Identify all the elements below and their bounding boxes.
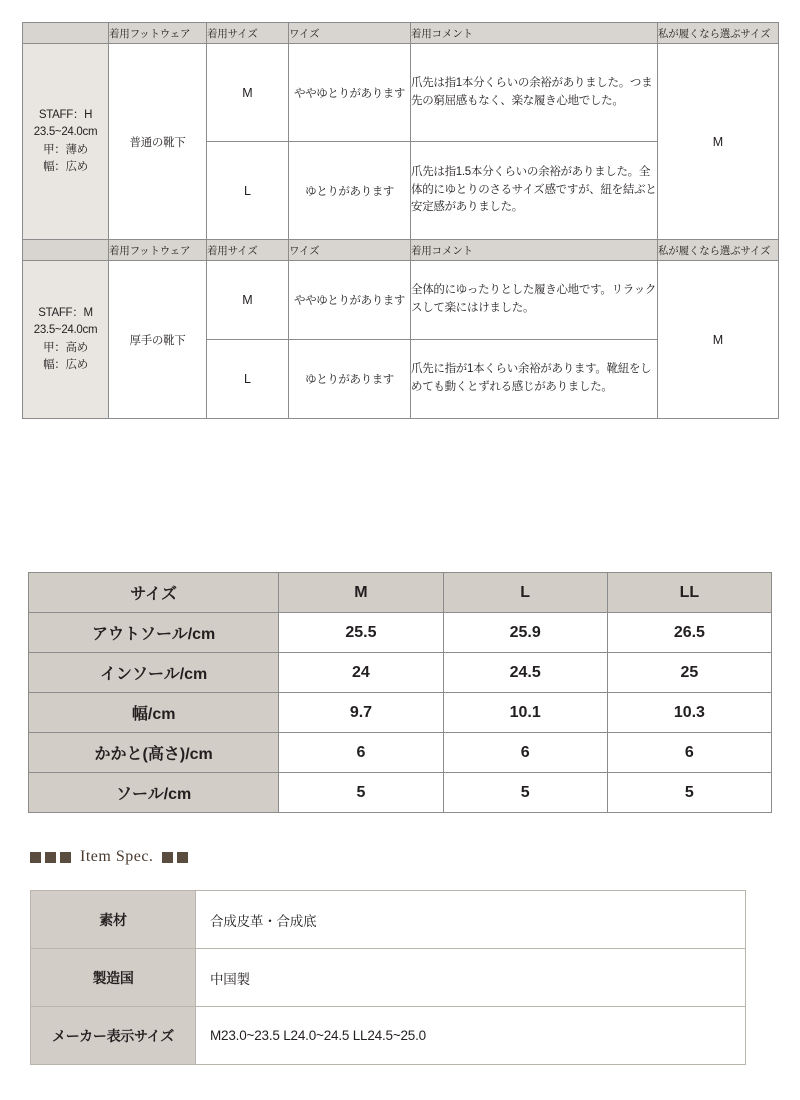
header-size-1: 着用サイズ: [207, 23, 289, 44]
outsole-ll: 26.5: [607, 613, 771, 653]
row-label-insole: インソール/cm: [29, 653, 279, 693]
staff-profile-2: [23, 261, 109, 419]
item-spec-table: [30, 890, 746, 1065]
row-label-width: 幅/cm: [29, 693, 279, 733]
comment-2-1: 全体的にゆったりとした履き心地です。リラックスして楽にはけました。: [411, 261, 658, 340]
insole-l: 24.5: [443, 653, 607, 693]
staff-review-section: [22, 22, 778, 419]
heel-l: 6: [443, 733, 607, 773]
waiz-2-1: ややゆとりがあります: [289, 261, 411, 340]
staff-footsize-1: 23.5~24.0cm: [33, 126, 98, 139]
comment-1-2: 爪先は指1.5本分くらいの余裕がありました。全体的にゆとりのさるサイズ感ですが、紐を結ぶと安定感がありました。: [411, 142, 658, 240]
staff-name-1: STAFF：H: [38, 109, 93, 121]
outsole-l: 25.9: [443, 613, 607, 653]
header-comment-2: 着用コメント: [411, 240, 658, 261]
waiz-2-2: ゆとりがあります: [289, 340, 411, 419]
header-footwear-2: 着用フットウェア: [109, 240, 207, 261]
table-row: [23, 261, 779, 340]
item-spec-heading: [30, 848, 188, 866]
staff-footsize-2: 23.5~24.0cm: [33, 324, 98, 337]
item-spec-value-material: 合成皮革・合成底: [196, 891, 746, 949]
table-row: [31, 891, 746, 949]
waiz-1-2: ゆとりがあります: [289, 142, 411, 240]
square-decoration-right-icon: [162, 852, 188, 863]
square-decoration-left-icon: [30, 852, 71, 863]
width-ll: 10.3: [607, 693, 771, 733]
item-spec-title-text: Item Spec.: [80, 848, 154, 865]
row-label-outsole: アウトソール/cm: [29, 613, 279, 653]
waiz-1-1: ややゆとりがあります: [289, 44, 411, 142]
item-spec-label-material: 素材: [31, 891, 196, 949]
size-spec-header-row: [29, 573, 772, 613]
size-spec-table: [28, 572, 772, 813]
staff-profile-1: [23, 44, 109, 240]
table-row: [31, 949, 746, 1007]
item-spec-value-maker-size: M23.0~23.5 L24.0~24.5 LL24.5~25.0: [196, 1007, 746, 1065]
comment-1-1: 爪先は指1本分くらいの余裕がありました。つま先の窮屈感もなく、楽な履き心地でした。: [411, 44, 658, 142]
sole-ll: 5: [607, 773, 771, 813]
comment-2-2: 爪先に指が1本くらい余裕があります。靴紐をしめても動くとずれる感じがありました。: [411, 340, 658, 419]
staff-width-2: 幅：広め: [43, 358, 88, 371]
sole-l: 5: [443, 773, 607, 813]
width-m: 9.7: [279, 693, 443, 733]
sole-m: 5: [279, 773, 443, 813]
staff-instep-1: 甲：薄め: [43, 143, 88, 156]
header-comment-1: 着用コメント: [411, 23, 658, 44]
size-spec-header-ll: LL: [607, 573, 771, 613]
staff-instep-2: 甲：高め: [43, 341, 88, 354]
table-row: [29, 613, 772, 653]
staff-footwear-2: 厚手の靴下: [109, 261, 207, 419]
outsole-m: 25.5: [279, 613, 443, 653]
size-spec-header-label: サイズ: [29, 573, 279, 613]
heel-ll: 6: [607, 733, 771, 773]
staff-footwear-1: 普通の靴下: [109, 44, 207, 240]
item-spec-value-country: 中国製: [196, 949, 746, 1007]
table-row: [29, 733, 772, 773]
worn-size-1-2: L: [207, 142, 289, 240]
item-spec-section: [30, 890, 746, 1065]
item-spec-label-country: 製造国: [31, 949, 196, 1007]
header-choose-2: 私が履くなら選ぶサイズ: [658, 240, 779, 261]
header-blank-1: [23, 23, 109, 44]
size-spec-header-l: L: [443, 573, 607, 613]
heel-m: 6: [279, 733, 443, 773]
table-row: [29, 773, 772, 813]
table-header-row: [23, 23, 779, 44]
recommended-size-2: M: [658, 261, 779, 419]
header-waiz-1: ワイズ: [289, 23, 411, 44]
worn-size-2-2: L: [207, 340, 289, 419]
size-spec-header-m: M: [279, 573, 443, 613]
table-row: [31, 1007, 746, 1065]
staff-review-table-1: [22, 22, 779, 240]
table-header-row: [23, 240, 779, 261]
row-label-heel: かかと(高さ)/cm: [29, 733, 279, 773]
table-row: [29, 653, 772, 693]
header-choose-1: 私が履くなら選ぶサイズ: [658, 23, 779, 44]
width-l: 10.1: [443, 693, 607, 733]
worn-size-2-1: M: [207, 261, 289, 340]
header-size-2: 着用サイズ: [207, 240, 289, 261]
header-waiz-2: ワイズ: [289, 240, 411, 261]
table-row: [23, 44, 779, 142]
table-row: [29, 693, 772, 733]
header-blank-2: [23, 240, 109, 261]
staff-review-table-2: [22, 239, 779, 419]
item-spec-label-maker-size: メーカー表示サイズ: [31, 1007, 196, 1065]
staff-name-2: STAFF：M: [38, 307, 93, 319]
recommended-size-1: M: [658, 44, 779, 240]
insole-m: 24: [279, 653, 443, 693]
insole-ll: 25: [607, 653, 771, 693]
size-spec-section: [28, 572, 772, 813]
worn-size-1-1: M: [207, 44, 289, 142]
row-label-sole: ソール/cm: [29, 773, 279, 813]
staff-width-1: 幅：広め: [43, 160, 88, 173]
header-footwear-1: 着用フットウェア: [109, 23, 207, 44]
